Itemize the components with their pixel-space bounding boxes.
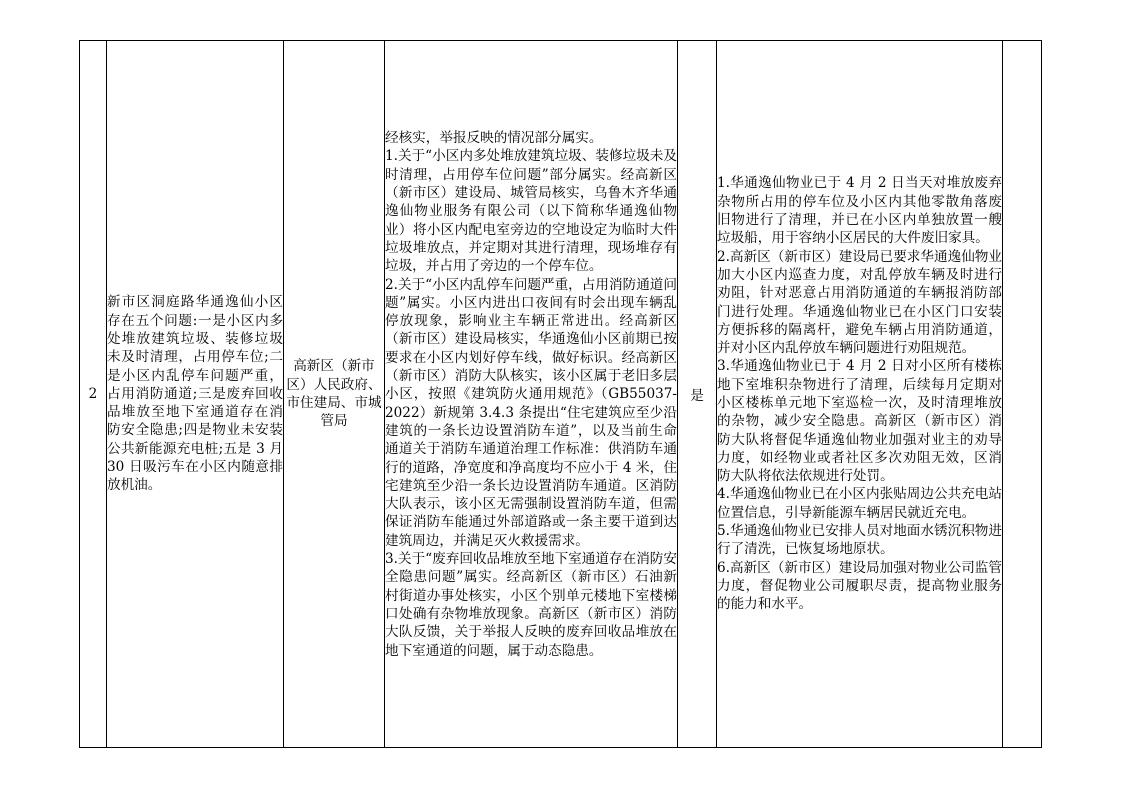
measures-paragraph: 6.高新区（新市区）建设局加强对物业公司监管力度，督促物业公司履职尽责，提高物业服务的能力和水平。 bbox=[717, 559, 1002, 613]
verification-text bbox=[385, 129, 677, 660]
complaint-cell bbox=[107, 41, 284, 748]
measures-paragraph: 1.华通逸仙物业已于 4 月 2 日当天对堆放废弃杂物所占用的停车位及小区内其他零散角落废旧物进行了清理，并已在小区内单独放置一艘垃圾船，用于容纳小区居民的大件废旧家具。 bbox=[717, 175, 1002, 247]
table-row bbox=[80, 41, 1042, 748]
measures-text bbox=[717, 174, 1002, 613]
remarks-cell bbox=[1003, 41, 1042, 748]
verification-paragraph: 经核实，举报反映的情况部分属实。 bbox=[385, 130, 603, 147]
row-index: 2 bbox=[80, 41, 107, 748]
complaint-text: 新市区洞庭路华通逸仙小区存在五个问题:一是小区内多处堆放建筑垃圾、装修垃圾未及时清理，占用停车位;二是小区内乱停车问题严重，占用消防通道;三是废弃回收品堆放至地下室通道存在消防安全隐患;四是物业未安装公共新能源充电桩;五是 3 月 30 日吸污车在小区内随意排放机油。 bbox=[107, 294, 283, 494]
measures-paragraph: 2.高新区（新市区）建设局已要求华通逸仙物业加大小区内巡查力度，对乱停放车辆及时进行劝阻，针对恶意占用消防通道的车辆报消防部门进行处理。华通逸仙物业已在小区门口安装方便拆移的隔离杆，避免车辆占用消防通道，并对小区内乱停放车辆问题进行劝阻规范。 bbox=[717, 248, 1002, 357]
responsible-units-cell bbox=[284, 41, 385, 748]
measures-paragraph: 4.华通逸仙物业已在小区内张贴周边公共充电站位置信息，引导新能源车辆居民就近充电。 bbox=[717, 486, 1002, 521]
responsible-units-text: 高新区（新市区）人民政府、市住建局、市城管局 bbox=[286, 358, 382, 430]
measures-paragraph: 3.华通逸仙物业已于 4 月 2 日对小区所有楼栋地下室堆积杂物进行了清理，后续每月定期对小区楼栋单元地下室巡检一次，及时清理堆放的杂物，减少安全隐患。高新区（新市区）消防大队将督促华通逸仙物业加强对业主的劝导力度，如经物业或者社区多次劝阻无效，区消防大队将依法依规进行处罚。 bbox=[717, 358, 1002, 485]
is-true-cell: 是 bbox=[678, 41, 717, 748]
verification-paragraph: 2.关于“小区内乱停车问题严重，占用消防通道问题”属实。小区内进出口夜间有时会出现车辆乱停放现象，影响业主车辆正常进出。经高新区（新市区）建设局核实，华通逸仙小区前期已按要求在小区内划好停车线，做好标识。经高新区（新市区）消防大队核实，该小区属于老旧多层小区，按照《建筑防火通用规范》（GB55037-2022）新规第 3.4.3 条提出“住宅建筑应至少沿建筑的一条长边设置消防车道”，以及当前生命通道关于消防车通道治理工作标准：供消防车通行的道路，净宽度和净高度均不应小于 4 米，住宅建筑至少沿一条长边设置消防车通道。区消防大队表示，该小区无需强制设置消防车道，但需保证消防车能通过外部道路或一条主要干道到达建筑周边，并满足灭火救援需求。 bbox=[385, 276, 677, 549]
verification-paragraph: 1.关于“小区内多处堆放建筑垃圾、装修垃圾未及时清理，占用停车位问题”部分属实。经高新区（新市区）建设局、城管局核实，乌鲁木齐华通逸仙物业服务有限公司（以下简称华通逸仙物业）将小区内配电室旁边的空地设定为临时大件垃圾堆放点，并定期对其进行清理，现场堆存有垃圾，并占用了旁边的一个停车位。 bbox=[385, 148, 677, 275]
measures-paragraph: 5.华通逸仙物业已安排人员对地面水锈沉积物进行了清洗，已恢复场地原状。 bbox=[717, 523, 1002, 558]
verification-paragraph: 3.关于“废弃回收品堆放至地下室通道存在消防安全隐患问题”属实。经高新区（新市区）石油新村街道办事处核实，小区个别单元楼地下室楼梯口处确有杂物堆放现象。高新区（新市区）消防大队反馈，关于举报人反映的废弃回收品堆放在地下室通道的问题，属于动态隐患。 bbox=[385, 551, 677, 659]
verification-cell bbox=[385, 41, 678, 748]
measures-cell bbox=[717, 41, 1003, 748]
report-table bbox=[79, 40, 1042, 748]
